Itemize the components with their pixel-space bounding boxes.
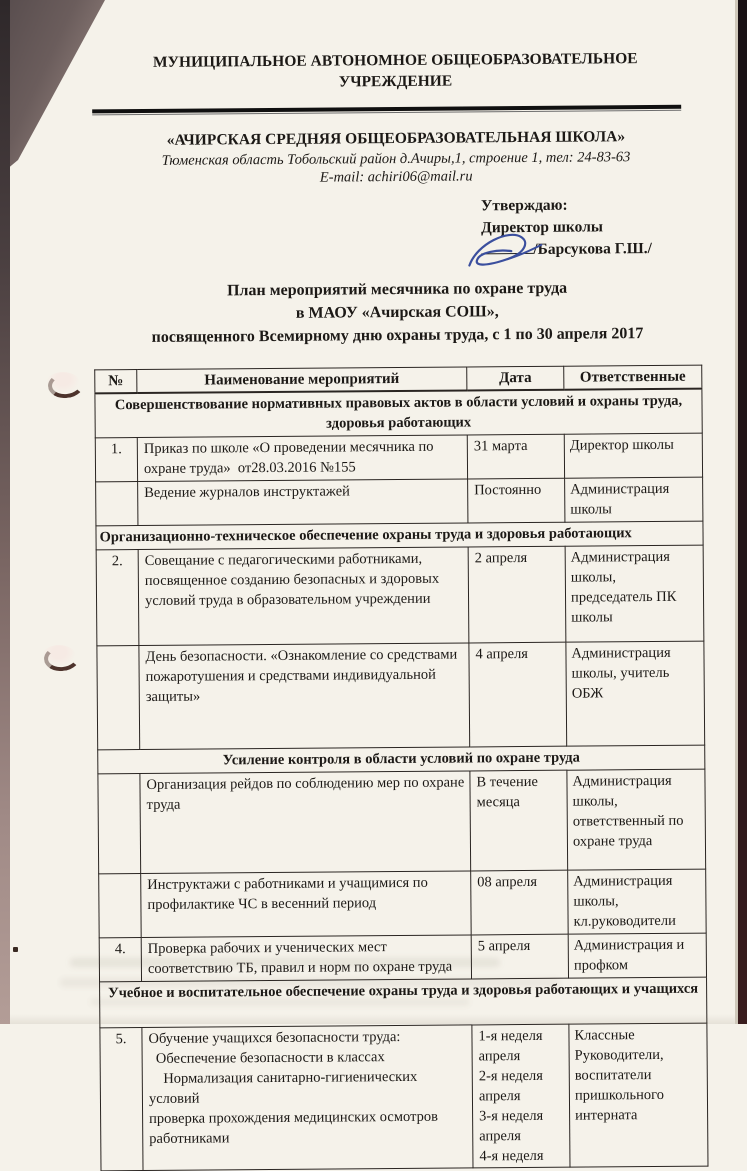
section-title: Усиление контроля в области условий по охране труда: [98, 745, 705, 774]
col-header-number: №: [95, 370, 137, 394]
cell-name: Проверка рабочих и ученических мест соответствию ТБ, правил и норм по охране труда: [141, 934, 471, 981]
scan-speck: [13, 947, 18, 952]
punch-hole-mark: [42, 645, 76, 667]
cell-resp: Директор школы: [564, 433, 702, 478]
organization-name: МУНИЦИПАЛЬНОЕ АВТОНОМНОЕ ОБЩЕОБРАЗОВАТЕЛЬНОЕ УЧРЕЖДЕНИЕ: [152, 50, 638, 91]
cell-resp: Администрация школы, учитель ОБЖ: [566, 641, 705, 746]
cell-name: Совещание с педагогическими работниками, посвященное созданию безопасных и здоровых условий труда в образовательном учреждении: [138, 546, 469, 645]
title-line-2: в МАОУ «Ачирская СОШ»,: [295, 303, 499, 322]
cell-num: 5.: [100, 1027, 143, 1170]
cell-resp: Администрация школы, кл.руководители: [568, 869, 706, 934]
cell-name: Обучение учащихся безопасности труда: Обеспечение безопасности в классах Нормализация санитарно-гигиенических условий проверка прохождения медицинских осмотров работниками: [142, 1024, 473, 1170]
cell-date: 2 апреля: [468, 546, 566, 643]
school-name: «АЧИРСКАЯ СРЕДНЯЯ ОБЩЕОБРАЗОВАТЕЛЬНАЯ ШКОЛА»: [166, 128, 626, 149]
section-title: Учебное и воспитательное обеспечение охраны труда и здоровья работающих и учащихся: [100, 977, 707, 1028]
cell-resp: Администрация школы, ответственный по охране труда: [567, 769, 706, 870]
cell-name: Приказ по школе «О проведении месячника по охране труда» от28.03.2016 №155: [137, 434, 467, 481]
cell-resp: Классные Руководители, воспитатели пришкольного интерната: [569, 1023, 708, 1167]
cell-resp: Администрация школы, председатель ПК школы: [565, 545, 704, 642]
cell-name: Организация рейдов по соблюдению мер по охране труда: [140, 770, 471, 873]
school-email: E-mail: achiri06@mail.ru: [319, 168, 473, 186]
cell-num: [96, 481, 138, 525]
title-line-3: посвященного Всемирному дню охраны труда, с 1 по 30 апреля 2017: [151, 325, 644, 346]
col-header-name: Наименование мероприятий: [137, 367, 467, 393]
cell-resp: Администрация школы: [565, 477, 703, 522]
plan-table-body: [95, 389, 708, 1171]
cell-num: 4.: [99, 937, 141, 981]
cell-date: 5 апреля: [471, 934, 568, 979]
table-section-row: [95, 389, 702, 438]
cell-date: 4 апреля: [469, 642, 567, 747]
approval-block: [481, 194, 701, 262]
cell-date: 31 марта: [467, 434, 564, 479]
scan-left-edge: [0, 0, 10, 1024]
cell-name: Инструктажи с работниками и учащимися по профилактике ЧС в весенний период: [141, 870, 471, 937]
cell-num: [98, 773, 141, 873]
school-address: Тюменская область Тобольский район д.Ачиры,1, строение 1, тел: 24-83-63: [161, 149, 631, 169]
cell-date: Постоянно: [468, 478, 565, 523]
cell-num: 2.: [96, 549, 139, 645]
scan-bottom-shade: [0, 1014, 747, 1024]
table-row: [99, 933, 706, 982]
table-row: [96, 545, 704, 646]
table-row: [97, 641, 705, 750]
cell-name: Ведение журналов инструктажей: [138, 478, 468, 525]
table-row: [98, 769, 706, 874]
cell-num: [97, 645, 140, 749]
col-header-date: Дата: [467, 366, 564, 390]
cell-date: В течение месяца: [470, 770, 568, 871]
approval-label: Утверждаю:: [480, 196, 568, 215]
approval-signed-name: /Барсукова Г.Ш./: [533, 240, 652, 258]
scan-right-edge: [738, 0, 747, 1024]
document-title: [94, 276, 702, 350]
signature-underline: [481, 239, 533, 254]
section-title: Организационно-техническое обеспечение охраны труда и здоровья работающих: [96, 521, 703, 550]
approval-signature-line: [481, 238, 700, 262]
cell-name: День безопасности. «Ознакомление со средствами пожаротушения и средствами индивидуальной защиты»: [139, 642, 470, 749]
section-title: Совершенствование нормативных правовых актов в области условий и охраны труда, здоровья работающих: [95, 389, 702, 438]
punch-hole-mark: [46, 372, 80, 394]
table-row: [95, 433, 702, 482]
plan-table: [94, 365, 708, 1171]
cell-date: 08 апреля: [471, 870, 568, 935]
document-page: [91, 0, 707, 1171]
cell-num: 1.: [95, 437, 137, 481]
approval-position: Директор школы: [481, 218, 604, 237]
table-row: [96, 477, 703, 526]
cell-num: [99, 873, 142, 937]
table-row: [100, 1023, 708, 1171]
title-line-1: План мероприятий месячника по охране труда: [226, 279, 568, 300]
table-row: [99, 869, 706, 938]
col-header-responsible: Ответственные: [564, 365, 702, 390]
cell-date: 1-я неделя апреля 2-я неделя апреля 3-я неделя апреля 4-я неделя: [472, 1024, 570, 1168]
cell-resp: Администрация и профком: [568, 933, 706, 978]
header-divider-rule: [92, 105, 681, 116]
